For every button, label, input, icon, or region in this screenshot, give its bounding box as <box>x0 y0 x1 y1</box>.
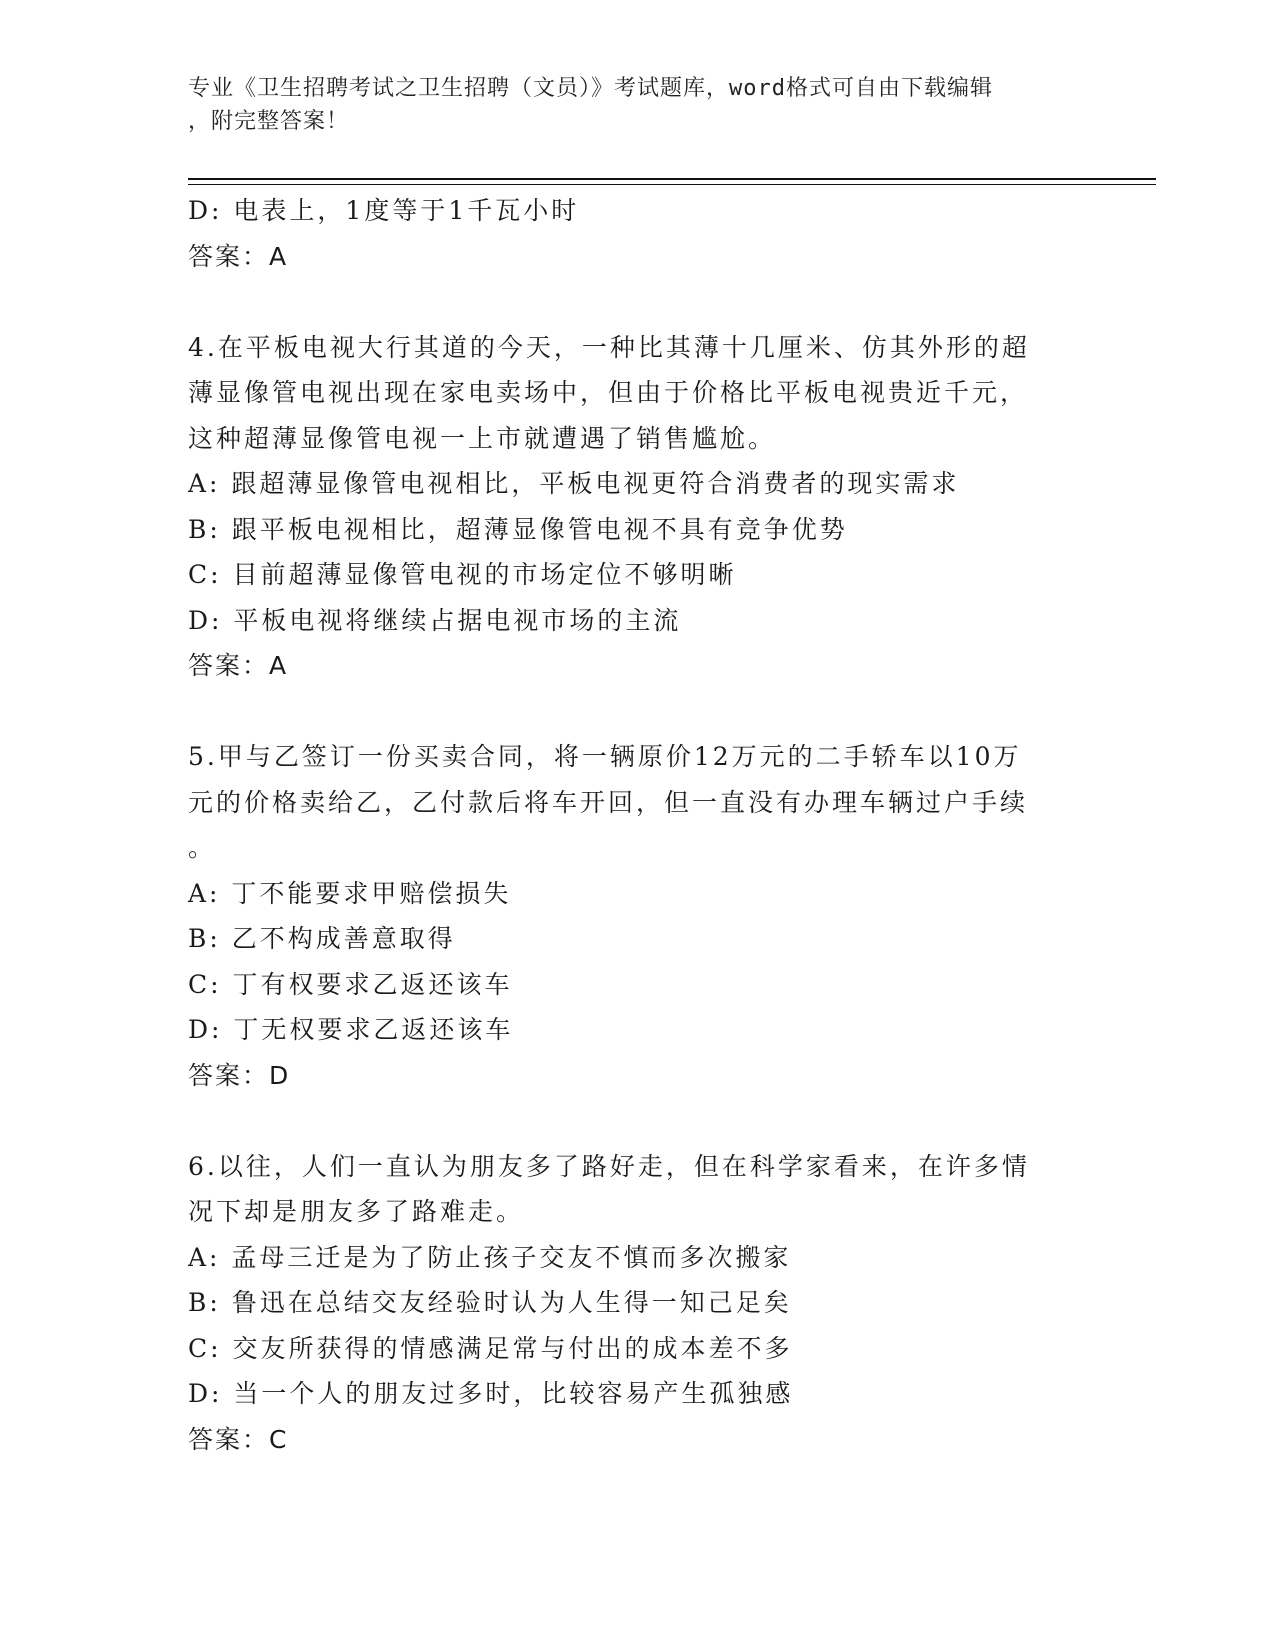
question-5-option-d: D: 丁无权要求乙返还该车 <box>188 1015 514 1044</box>
question-5 <box>188 734 1068 1098</box>
question-5-option-b: B: 乙不构成善意取得 <box>188 924 456 953</box>
question-4-option-d: D: 平板电视将继续占据电视市场的主流 <box>188 605 682 635</box>
question-4-stem-line-2: 薄显像管电视出现在家电卖场中，但由于价格比平板电视贵近千元， <box>188 378 1029 407</box>
question-content <box>188 188 1068 1462</box>
question-5-option-c: C: 丁有权要求乙返还该车 <box>188 969 513 999</box>
document-header <box>188 72 1088 138</box>
question-6-option-b: B: 鲁迅在总结交友经验时认为人生得一知己足矣 <box>188 1288 792 1317</box>
question-5-answer: 答案：D <box>188 1060 291 1090</box>
question-6-option-a: A: 孟母三迁是为了防止孩子交友不慎而多次搬家 <box>188 1242 792 1272</box>
question-6-stem-line-2: 况下却是朋友多了路难走。 <box>188 1197 525 1226</box>
question-4-answer: 答案：A <box>188 651 289 680</box>
question-6-stem-line-1: 6.以往，人们一直认为朋友多了路好走，但在科学家看来，在许多情 <box>188 1151 1030 1181</box>
question-4-stem-line-3: 这种超薄显像管电视一上市就遭遇了销售尴尬。 <box>188 423 777 453</box>
header-line-2: ，附完整答案！ <box>188 109 350 134</box>
question-6-answer: 答案：C <box>188 1424 289 1454</box>
spacer <box>188 279 1068 325</box>
question-6 <box>188 1144 1068 1463</box>
header-line-1: 专业《卫生招聘考试之卫生招聘（文员）》考试题库，word格式可自由下载编辑 <box>188 76 993 101</box>
question-5-stem-line-1: 5.甲与乙签订一份买卖合同，将一辆原价12万元的二手轿车以10万 <box>188 742 1022 771</box>
header-rule-thin <box>188 184 1156 185</box>
prev-option-d: D: 电表上，1度等于1千瓦小时 <box>188 196 580 225</box>
prev-answer: 答案：A <box>188 241 289 271</box>
header-rule-thick <box>188 178 1156 180</box>
question-5-stem-line-2: 元的价格卖给乙，乙付款后将车开回，但一直没有办理车辆过户手续 <box>188 787 1029 817</box>
spacer <box>188 689 1068 735</box>
spacer <box>188 1098 1068 1144</box>
question-4-option-c: C: 目前超薄显像管电视的市场定位不够明晰 <box>188 560 737 589</box>
question-5-option-a: A: 丁不能要求甲赔偿损失 <box>188 878 512 908</box>
question-6-option-c: C: 交友所获得的情感满足常与付出的成本差不多 <box>188 1333 793 1363</box>
question-4-option-b: B: 跟平板电视相比，超薄显像管电视不具有竞争优势 <box>188 514 848 544</box>
question-6-option-d: D: 当一个人的朋友过多时，比较容易产生孤独感 <box>188 1379 794 1408</box>
question-4 <box>188 325 1068 689</box>
question-5-stem-line-3: 。 <box>188 833 217 862</box>
question-4-stem-line-1: 4.在平板电视大行其道的今天，一种比其薄十几厘米、仿其外形的超 <box>188 332 1030 362</box>
question-4-option-a: A: 跟超薄显像管电视相比，平板电视更符合消费者的现实需求 <box>188 469 960 498</box>
